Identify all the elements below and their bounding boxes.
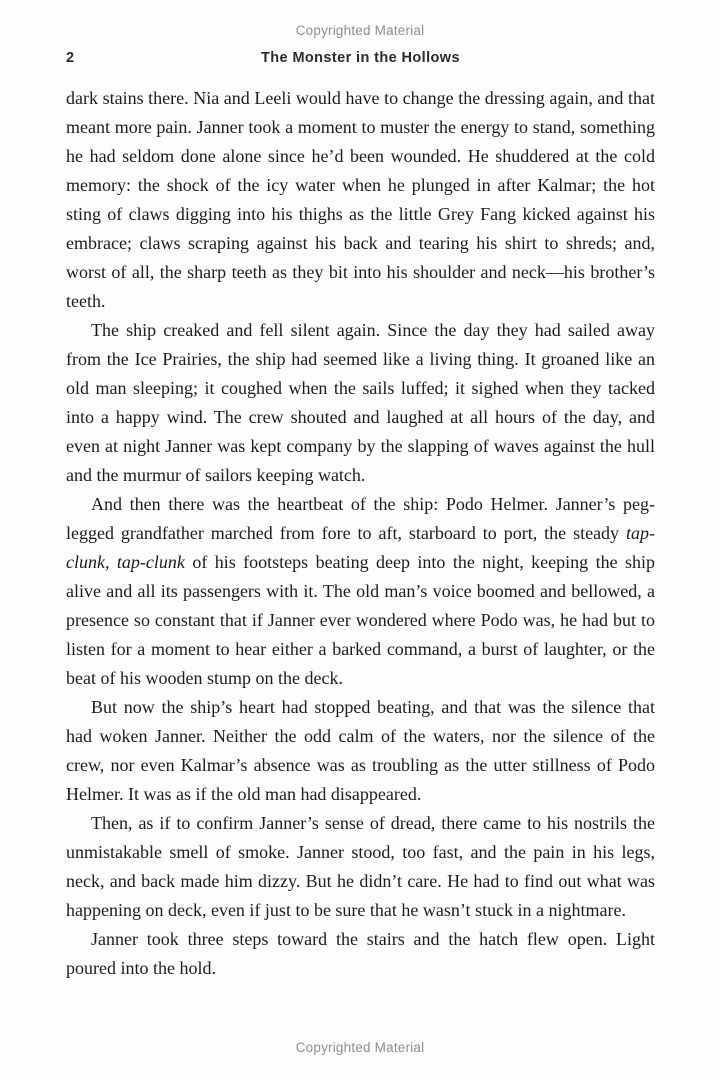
body-text [66, 84, 655, 983]
paragraph-6 [66, 925, 655, 983]
paragraph-1 [66, 84, 655, 316]
paragraph-5 [66, 809, 655, 925]
paragraph-2-text: The ship creaked and fell silent again. Since the day they had sailed away from the Ice Prairies, the ship had seemed like a living thing. It groaned like an old man sleeping; it coughed when the sails luffed; it sighed when they tacked into a happy wind. The crew shouted and laughed at all hours of the day, and even at night Janner was kept company by the slapping of waves against the hull and the murmur of sailors keeping watch. [66, 320, 655, 485]
copyright-notice-top: Copyrighted Material [295, 23, 425, 38]
paragraph-6-text: Janner took three steps toward the stairs and the hatch flew open. Light poured into the hold. [66, 929, 655, 978]
paragraph-2 [66, 316, 655, 490]
paragraph-4 [66, 693, 655, 809]
paragraph-3 [66, 490, 655, 693]
page-number: 2 [66, 50, 75, 66]
running-header [66, 50, 655, 68]
paragraph-3-text: And then there was the heartbeat of the ship: Podo Helmer. Janner’s peg-legged grandfather marched from fore to aft, starboard to port, the steady [66, 494, 655, 543]
paragraph-4-text: But now the ship’s heart had stopped beating, and that was the silence that had woken Janner. Neither the odd calm of the waters, nor the silence of the crew, nor even Kalmar’s absence was as troubling as the utter stillness of Podo Helmer. It was as if the old man had disappeared. [66, 697, 655, 804]
paragraph-5-text: Then, as if to confirm Janner’s sense of dread, there came to his nostrils the unmistakable smell of smoke. Janner stood, too fast, and the pain in his legs, neck, and back made him dizzy. But he didn’t care. He had to find out what was happening on deck, even if just to be sure that he wasn’t stuck in a nightmare. [66, 813, 655, 920]
paragraph-1-text: dark stains there. Nia and Leeli would have to change the dressing again, and that meant more pain. Janner took a moment to muster the energy to stand, something he had seldom done alone since he’d been wounded. He shuddered at the cold memory: the shock of the icy water when he plunged in after Kalmar; the hot sting of claws digging into his thighs as the little Grey Fang kicked against his embrace; claws scraping against his back and tearing his shirt to shreds; and, worst of all, the sharp teeth as they bit into his shoulder and neck—his brother’s teeth. [66, 88, 655, 311]
copyright-notice-bottom: Copyrighted Material [295, 1040, 425, 1055]
paragraph-3-italic-phrase: tap-clunk, tap-clunk [66, 523, 655, 572]
paragraph-3-text-cont: of his footsteps beating deep into the night, keeping the ship alive and all its passengers with it. The old man’s voice boomed and bellowed, a presence so constant that if Janner ever wondered where Podo was, he had but to listen for a moment to hear either a barked command, a burst of laughter, or the beat of his wooden stump on the deck. [66, 552, 655, 688]
running-title: The Monster in the Hollows [261, 50, 460, 66]
